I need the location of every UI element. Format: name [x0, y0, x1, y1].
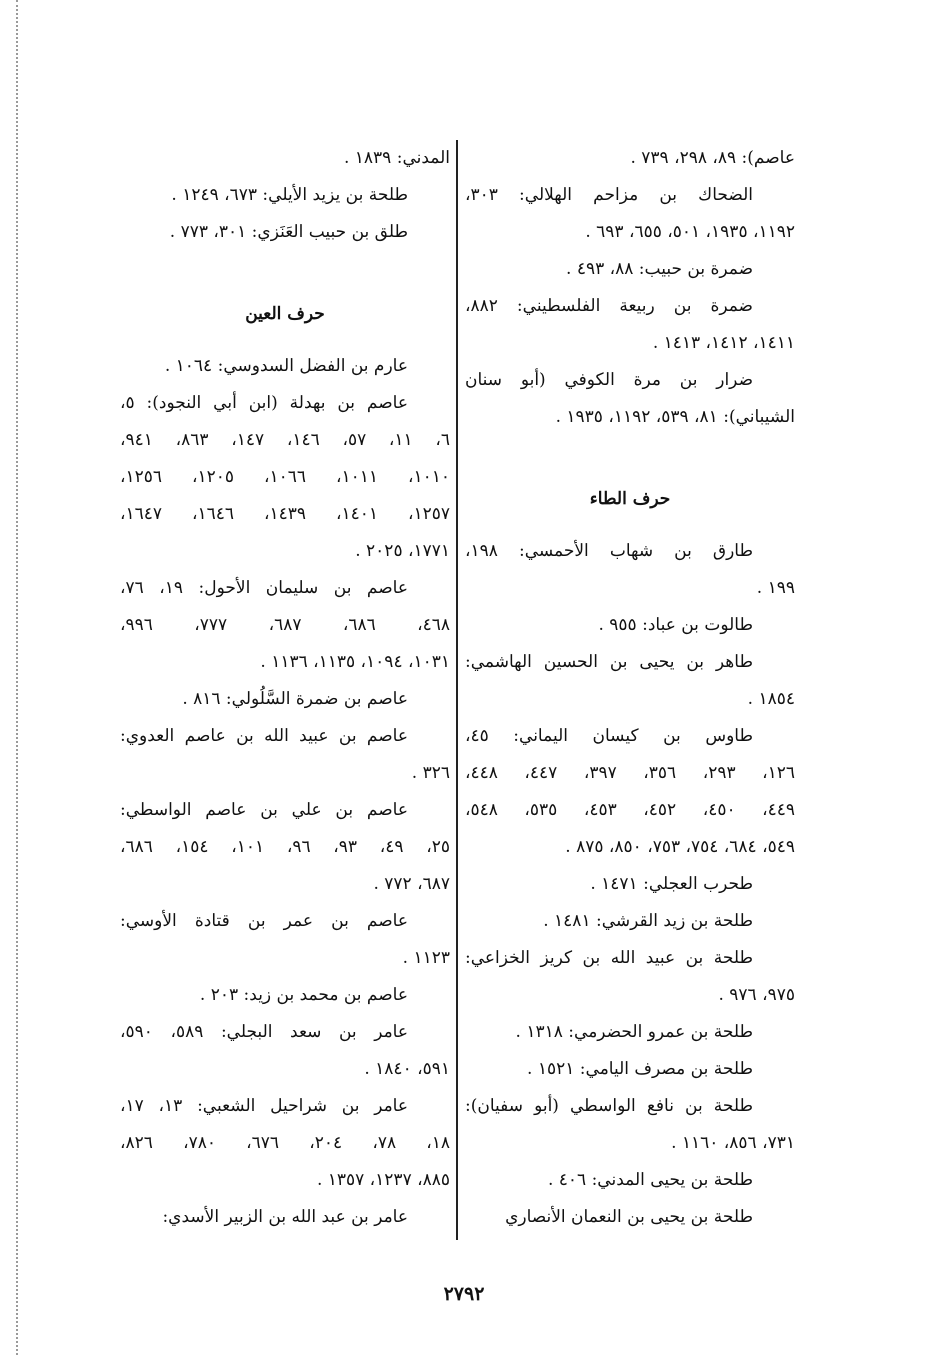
- index-entry-line: طلحة بن يحيى المدني: ٤٠٦ .: [547, 1170, 753, 1190]
- index-entry-line: ٤٦٨، ٦٨٦، ٦٨٧، ٧٧٧، ٩٩٦،: [120, 615, 450, 635]
- index-entry-line: عاصم بن عبيد الله بن عاصم العدوي:: [120, 726, 408, 746]
- index-entry-line: ٥٤٩، ٦٨٤، ٧٥٤، ٧٥٣، ٨٥٠، ٨٧٥ .: [565, 837, 795, 857]
- index-entry-line: طالوت بن عباد: ٩٥٥ .: [598, 615, 753, 635]
- index-entry-line: ١٢٦، ٢٩٣، ٣٥٦، ٣٩٧، ٤٤٧، ٤٤٨،: [465, 763, 795, 783]
- index-entry-line: ضمرة بن حبيب: ٨٨، ٤٩٣ .: [566, 259, 753, 279]
- index-entry-line: ١٠١٠، ١٠١١، ١٠٦٦، ١٢٠٥، ١٢٥٦،: [120, 467, 450, 487]
- index-entry-line: ١٤١١، ١٤١٢، ١٤١٣ .: [652, 333, 795, 353]
- index-entry-line: ١١٩٢، ١٩٣٥، ٥٠١، ٦٥٥، ٦٩٣ .: [585, 222, 795, 242]
- index-entry-line: عارم بن الفضل السدوسي: ١٠٦٤ .: [164, 356, 408, 376]
- index-entry-line: ١٨، ٧٨، ٢٠٤، ٦٧٦، ٧٨٠، ٨٢٦،: [120, 1133, 450, 1153]
- index-entry-line: ٢٥، ٤٩، ٩٣، ٩٦، ١٠١، ١٥٤، ٦٨٦،: [120, 837, 450, 857]
- index-entry-line: ٦، ١١، ٥٧، ١٤٦، ١٤٧، ٨٦٣، ٩٤١،: [120, 430, 450, 450]
- index-entry-line: ٥٩١، ١٨٤٠ .: [364, 1059, 450, 1079]
- column-divider: [456, 140, 458, 1240]
- index-entry-line: طلحة بن مصرف اليامي: ١٥٢١ .: [527, 1059, 753, 1079]
- index-entry-line: طاوس بن كيسان اليماني: ٤٥،: [465, 726, 753, 746]
- index-entry-line: المدني: ١٨٣٩ .: [343, 148, 450, 168]
- index-entry-line: طاهر بن يحيى بن الحسين الهاشمي:: [465, 652, 753, 672]
- section-heading: حرف العين: [245, 304, 325, 324]
- index-entry-line: طلحة بن يحيى بن النعمان الأنصاري: [505, 1207, 753, 1227]
- index-entry-line: عاصم بن ضمرة السَّلُولي: ٨١٦ .: [182, 689, 408, 709]
- index-entry-line: ضمرة بن ربيعة الفلسطيني: ٨٨٢،: [465, 296, 753, 316]
- index-entry-line: طلحة بن نافع الواسطي (أبو سفيان):: [465, 1096, 753, 1116]
- index-entry-line: ضرار بن مرة الكوفي (أبو سنان: [465, 370, 753, 390]
- index-entry-line: الشيباني): ٨١، ٥٣٩، ١١٩٢، ١٩٣٥ .: [555, 407, 795, 427]
- index-entry-line: عاصم بن عمر بن قتادة الأوسي:: [120, 911, 408, 931]
- section-heading: حرف الطاء: [589, 489, 671, 509]
- index-entry-line: طارق بن شهاب الأحمسي: ١٩٨،: [465, 541, 753, 561]
- index-entry-line: عامر بن شراحيل الشعبي: ١٣، ١٧،: [120, 1096, 409, 1116]
- index-entry-line: عامر بن سعد البجلي: ٥٨٩، ٥٩٠،: [120, 1022, 409, 1042]
- scan-margin-edge: [16, 0, 18, 1355]
- index-entry-line: عامر بن عبد الله بن الزبير الأسدي:: [162, 1207, 408, 1227]
- index-entry-line: عاصم بن بهدلة (ابن أبي النجود): ٥،: [120, 393, 408, 413]
- index-entry-line: عاصم بن علي بن عاصم الواسطي:: [120, 800, 408, 820]
- index-entry-line: طلحة بن يزيد الأيلي: ٦٧٣، ١٢٤٩ .: [171, 185, 408, 205]
- index-entry-line: ٩٧٥، ٩٧٦ .: [718, 985, 795, 1005]
- index-entry-line: طحرب العجلي: ١٤٧١ .: [590, 874, 753, 894]
- index-entry-line: ١٨٥٤ .: [747, 689, 795, 709]
- index-entry-line: ٨٨٥، ١٢٣٧، ١٣٥٧ .: [316, 1170, 450, 1190]
- page-number: ٢٧٩٢: [443, 1283, 485, 1305]
- index-entry-line: الضحاك بن مزاحم الهلالي: ٣٠٣،: [465, 185, 753, 205]
- index-entry-line: طلحة بن عمرو الحضرمي: ١٣١٨ .: [515, 1022, 753, 1042]
- index-entry-line: ٦٨٧، ٧٧٢ .: [373, 874, 450, 894]
- index-entry-line: ١١٢٣ .: [402, 948, 450, 968]
- index-column-left: [120, 140, 450, 1236]
- index-entry-line: طلق بن حبيب العَنَزي: ٣٠١، ٧٧٣ .: [169, 222, 408, 242]
- index-entry-line: عاصم): ٨٩، ٢٩٨، ٧٣٩ .: [630, 148, 795, 168]
- index-entry-line: عاصم بن سليمان الأحول: ١٩، ٧٦،: [120, 578, 408, 598]
- index-entry-line: ٣٢٦ .: [411, 763, 450, 783]
- index-entry-line: عاصم بن محمد بن زيد: ٢٠٣ .: [199, 985, 408, 1005]
- index-entry-line: ١٠٣١، ١٠٩٤، ١١٣٥، ١١٣٦ .: [260, 652, 450, 672]
- index-entry-line: ٤٤٩، ٤٥٠، ٤٥٢، ٤٥٣، ٥٣٥، ٥٤٨،: [465, 800, 795, 820]
- index-entry-line: ٧٣١، ٨٥٦، ١١٦٠ .: [671, 1133, 795, 1153]
- index-entry-line: ١٢٥٧، ١٤٠١، ١٤٣٩، ١٦٤٦، ١٦٤٧،: [120, 504, 450, 524]
- index-entry-line: طلحة بن عبيد الله بن كريز الخزاعي:: [465, 948, 753, 968]
- index-column-right: [465, 140, 795, 1236]
- index-entry-line: ١٧٧١، ٢٠٢٥ .: [355, 541, 450, 561]
- index-entry-line: ١٩٩ .: [756, 578, 795, 598]
- index-entry-line: طلحة بن زيد القرشي: ١٤٨١ .: [543, 911, 753, 931]
